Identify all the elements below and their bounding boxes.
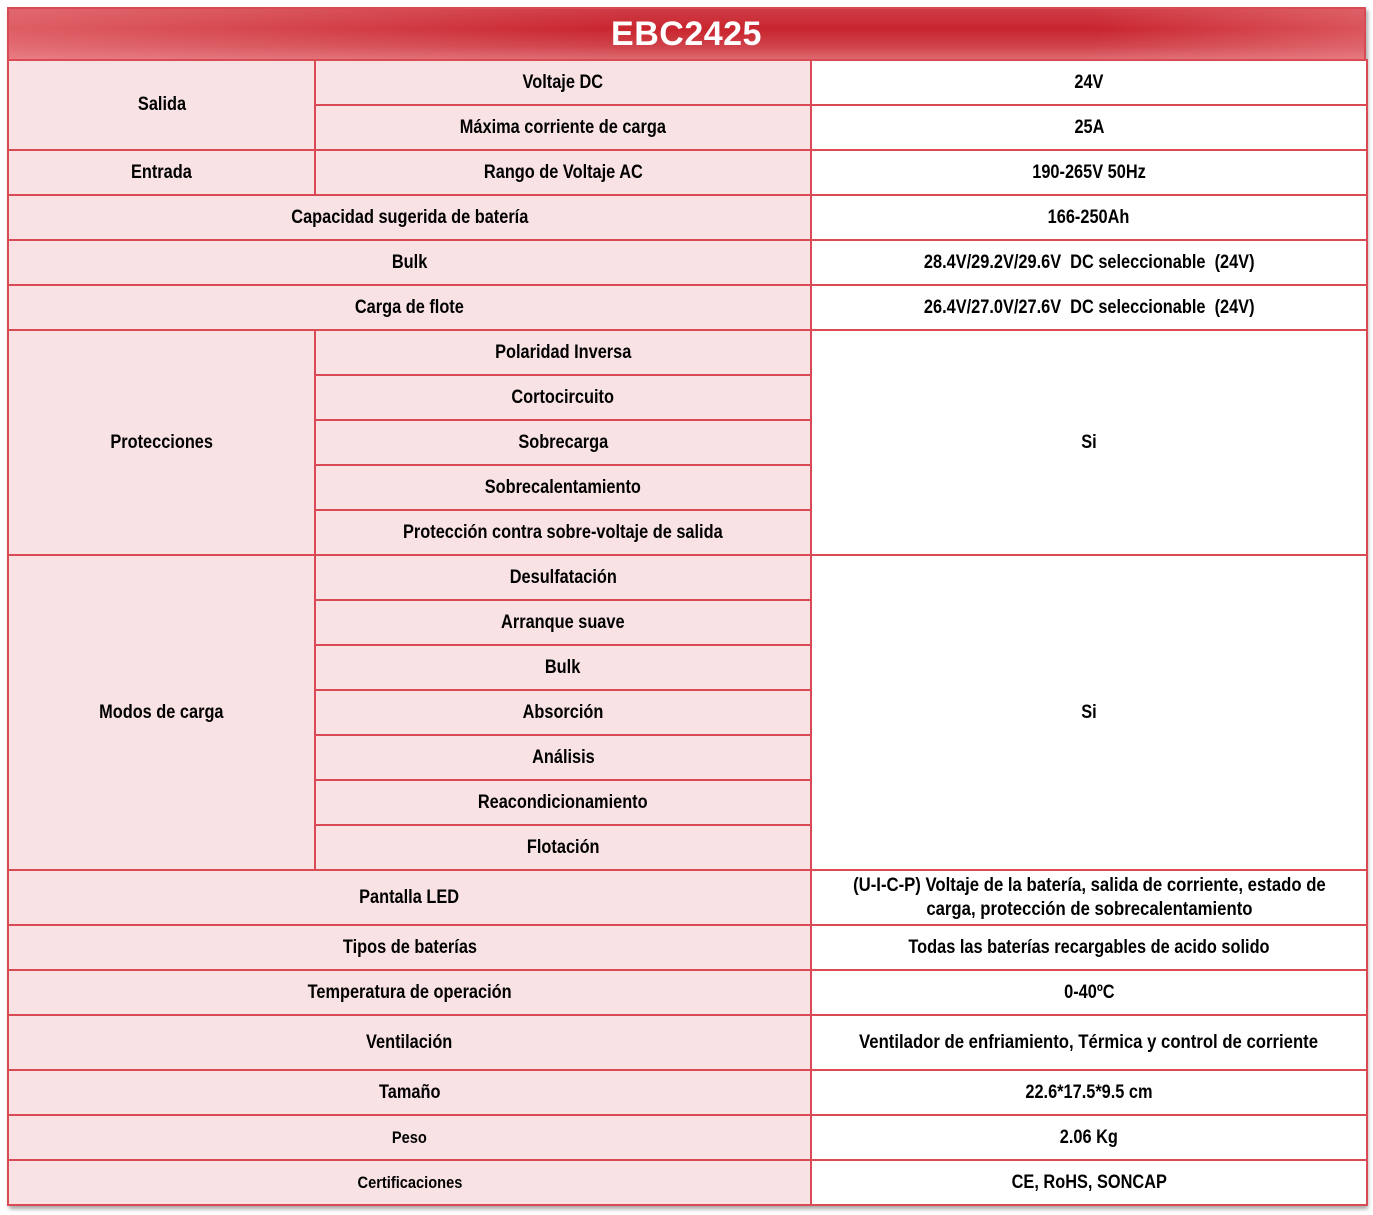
group-label-entrada: Entrada [8,150,315,195]
table-row-peso [8,1115,1367,1160]
sub-label: Sobrecalentamiento [315,465,811,510]
sub-label: Arranque suave [315,600,811,645]
table-row-pantalla [8,870,1367,925]
spec-value: 2.06 Kg [811,1115,1367,1160]
spec-value: 28.4V/29.2V/29.6V DC seleccionable (24V) [811,240,1367,285]
spec-value: 190-265V 50Hz [811,150,1367,195]
spec-label: Tamaño [8,1070,811,1115]
group-label-modos: Modos de carga [8,555,315,870]
spec-value: 0-40ºC [811,970,1367,1015]
table-row-tipos [8,925,1367,970]
sub-label: Voltaje DC [315,60,811,105]
spec-label: Capacidad sugerida de batería [8,195,811,240]
table-row-salida-voltaje [8,60,1367,105]
table-row-tamano [8,1070,1367,1115]
spec-value-modos: Si [811,555,1367,870]
product-title: EBC2425 [7,7,1366,59]
sub-label: Desulfatación [315,555,811,600]
spec-value: 166-250Ah [811,195,1367,240]
spec-label: Certificaciones [8,1160,811,1205]
spec-value: CE, RoHS, SONCAP [811,1160,1367,1205]
sub-label: Máxima corriente de carga [315,105,811,150]
sub-label: Absorción [315,690,811,735]
table-row-bulk [8,240,1367,285]
sub-label: Análisis [315,735,811,780]
sub-label: Protección contra sobre-voltaje de salida [315,510,811,555]
sub-label: Reacondicionamiento [315,780,811,825]
table-row-protecciones [8,330,1367,375]
sub-label: Flotación [315,825,811,870]
table-row-temperatura [8,970,1367,1015]
spec-value-protecciones: Si [811,330,1367,555]
spec-value: Ventilador de enfriamiento, Térmica y control de corriente [811,1015,1367,1070]
table-row-certificaciones [8,1160,1367,1205]
spec-value: 22.6*17.5*9.5 cm [811,1070,1367,1115]
sub-label: Bulk [315,645,811,690]
table-row-modos [8,555,1367,600]
spec-label: Tipos de baterías [8,925,811,970]
spec-value: 24V [811,60,1367,105]
spec-value: 26.4V/27.0V/27.6V DC seleccionable (24V) [811,285,1367,330]
spec-table [7,59,1368,1206]
spec-label: Ventilación [8,1015,811,1070]
spec-label: Bulk [8,240,811,285]
spec-label: Peso [8,1115,811,1160]
spec-label: Carga de flote [8,285,811,330]
table-row-capacidad [8,195,1367,240]
spec-value: 25A [811,105,1367,150]
spec-label: Temperatura de operación [8,970,811,1015]
table-row-ventilacion [8,1015,1367,1070]
spec-sheet [7,7,1366,1206]
sub-label: Polaridad Inversa [315,330,811,375]
spec-value: (U-I-C-P) Voltaje de la batería, salida de corriente, estado de carga, protección de sobrecalentamiento [811,870,1367,925]
spec-label: Pantalla LED [8,870,811,925]
spec-value: Todas las baterías recargables de acido solido [811,925,1367,970]
table-row-flote [8,285,1367,330]
group-label-protecciones: Protecciones [8,330,315,555]
sub-label: Sobrecarga [315,420,811,465]
group-label-salida: Salida [8,60,315,150]
table-row-entrada [8,150,1367,195]
sub-label: Cortocircuito [315,375,811,420]
sub-label: Rango de Voltaje AC [315,150,811,195]
